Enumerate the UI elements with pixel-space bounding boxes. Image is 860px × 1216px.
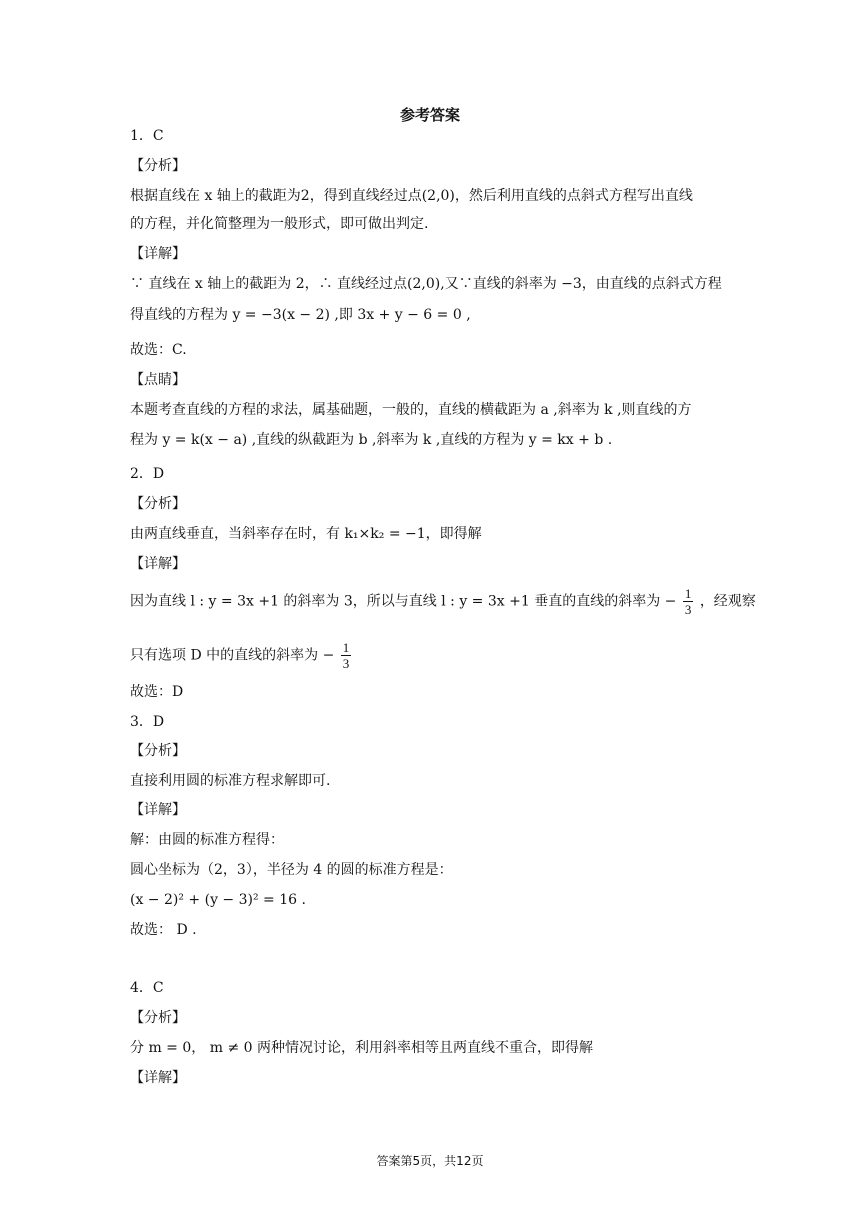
section-heading: 【点睛】 (130, 372, 186, 388)
text-line: 得直线的方程为 y = −3(x − 2) ,即 3x + y − 6 = 0 , (130, 307, 471, 323)
fraction (683, 586, 694, 617)
section-heading: 【分析】 (130, 158, 186, 174)
fraction-sign: − (322, 647, 335, 664)
text-line-with-fraction (130, 640, 734, 671)
equation-line: (x − 2)² + (y − 3)² = 16 . (130, 892, 306, 908)
text-line: 故选：D (130, 684, 184, 700)
text-line-with-fraction (130, 586, 756, 617)
page-footer: 答案第5页，共12页 (376, 1154, 484, 1168)
text-line: ∵ 直线在 x 轴上的截距为 2，∴ 直线经过点(2,0),又∵直线的斜率为 −3，由直线的点斜式方程 (130, 276, 722, 292)
text-line: 分 m = 0， m ≠ 0 两种情况讨论，利用斜率相等且两直线不重合，即得解 (130, 1040, 593, 1056)
text-line: 根据直线在 x 轴上的截距为2，得到直线经过点(2,0)，然后利用直线的点斜式方程写出直线 (130, 188, 693, 204)
text-line: 的方程，并化简整理为一般形式，即可做出判定. (130, 216, 429, 232)
question-number: 4．C (130, 980, 164, 996)
text-line: 由两直线垂直，当斜率存在时，有 k₁×k₂ = −1，即得解 (130, 526, 482, 542)
question-number: 1．C (130, 128, 164, 144)
section-heading: 【详解】 (130, 1070, 186, 1086)
fraction-numerator: 1 (684, 586, 692, 601)
section-heading: 【详解】 (130, 246, 186, 262)
text-line: 程为 y = k(x − a) ,直线的纵截距为 b ,斜率为 k ,直线的方程为 y = kx + b . (130, 432, 613, 448)
text-segment: 只有选项 D 中的直线的斜率为 (130, 647, 319, 664)
question-number: 3．D (130, 714, 165, 730)
section-heading: 【分析】 (130, 743, 186, 759)
fraction-denominator: 3 (342, 656, 350, 671)
fraction-denominator: 3 (684, 602, 692, 617)
text-line: 圆心坐标为（2，3），半径为 4 的圆的标准方程是： (130, 862, 453, 878)
section-heading: 【详解】 (130, 556, 186, 572)
question-number: 2．D (130, 466, 165, 482)
section-heading: 【详解】 (130, 802, 186, 818)
section-heading: 【分析】 (130, 1010, 186, 1026)
text-segment: ，经观察 (699, 593, 756, 610)
text-line: 故选： D . (130, 922, 197, 938)
fraction (341, 640, 352, 671)
text-segment: 因为直线 l : y = 3x +1 的斜率为 3，所以与直线 l : y = 3x +1 垂直的直线的斜率为 (130, 593, 661, 610)
section-heading: 【分析】 (130, 496, 186, 512)
text-line: 解：由圆的标准方程得： (130, 832, 284, 848)
text-line: 本题考查直线的方程的求法，属基础题，一般的，直线的横截距为 a ,斜率为 k ,则直线的方 (130, 402, 692, 418)
page-title: 参考答案 (399, 106, 460, 124)
text-line: 直接利用圆的标准方程求解即可. (130, 773, 331, 789)
fraction-sign: − (664, 593, 677, 610)
fraction-numerator: 1 (342, 640, 350, 655)
text-line: 故选：C. (130, 342, 187, 358)
